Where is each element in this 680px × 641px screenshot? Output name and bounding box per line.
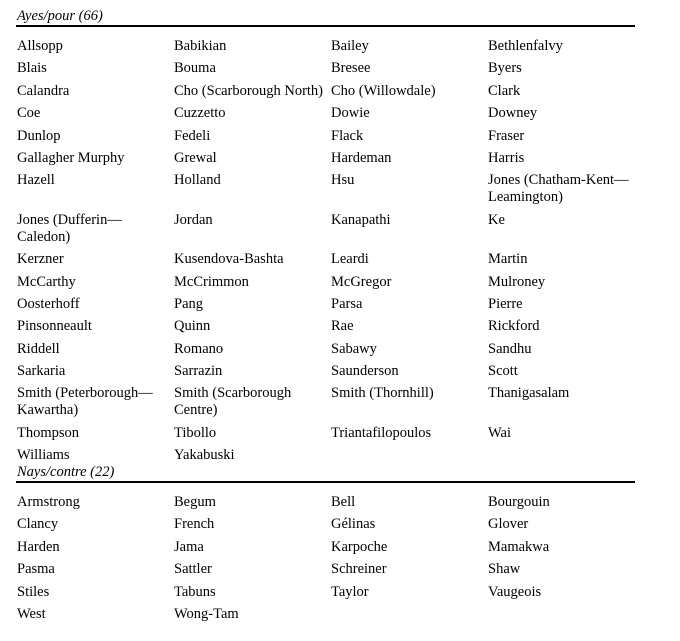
member-name: Mamakwa [488,538,550,555]
member-name: Babikian [174,38,227,54]
member-name: Dunlop [17,127,61,144]
member-name: Gallagher Murphy [17,149,125,166]
member-name: Cuzzetto [174,105,226,122]
member-name: Cho (Scarborough North) [174,82,324,99]
member-name: Fedeli [174,127,211,144]
member-name: Cho (Willowdale) [331,82,436,99]
member-name: Bailey [331,38,369,54]
member-name: Karpoche [331,538,388,555]
member-name: Quinn [174,318,211,335]
member-name: French [174,516,215,533]
member-name: Fraser [488,127,525,144]
member-name: Sandhu [488,340,532,357]
nays-heading: Nays/contre (22) [17,464,115,480]
member-name: Harris [488,149,525,166]
member-name: Jones (Chatham-Kent—Leamington) [488,172,629,206]
member-name: Parsa [331,295,363,312]
member-name: Kerzner [17,251,64,268]
member-name: Tabuns [174,583,216,600]
member-name: Byers [488,60,522,77]
member-name: Romano [174,340,224,357]
member-name: Bourgouin [488,494,550,510]
nays-name-grid [17,494,637,628]
member-name: Taylor [331,583,369,600]
member-name: Bell [331,494,356,510]
member-name: Tibollo [174,424,217,441]
member-name: Hardeman [331,149,392,166]
member-name: Bouma [174,60,216,77]
member-name: Rae [331,318,354,335]
member-name: Begum [174,494,216,510]
member-name: McCrimmon [174,273,249,290]
member-name: Williams [17,447,70,464]
member-name: Armstrong [17,494,80,510]
ayes-name-grid [17,38,637,470]
member-name: Thanigasalam [488,385,570,402]
member-name: Pasma [17,561,55,578]
ayes-heading: Ayes/pour (66) [17,8,103,24]
member-name: Saunderson [331,363,399,380]
member-name: Hsu [331,172,355,189]
member-name: Sabawy [331,340,377,357]
member-name: Smith (Scarborough Centre) [174,385,292,419]
member-name: Thompson [17,424,80,441]
member-name: Smith (Thornhill) [331,385,434,402]
member-name: Kanapathi [331,211,391,228]
member-name: Hazell [17,172,55,189]
member-name: Mulroney [488,273,546,290]
member-name: Stiles [17,583,50,600]
member-name: Glover [488,516,529,533]
member-name: Pinsonneault [17,318,92,335]
member-name: Pang [174,295,203,312]
member-name: Wong-Tam [174,605,239,622]
member-name: Downey [488,105,538,122]
member-name: Bethlenfalvy [488,38,563,54]
member-name: Gélinas [331,516,376,533]
member-name: Clark [488,82,521,99]
member-name: Dowie [331,105,370,122]
member-name: Bresee [331,60,371,77]
ayes-divider [16,25,635,27]
member-name: Grewal [174,149,217,166]
member-name: West [17,605,46,622]
member-name: Vaugeois [488,583,542,600]
member-name: Shaw [488,561,521,578]
member-name: McCarthy [17,273,76,290]
member-name: Scott [488,363,518,380]
member-name: Holland [174,172,221,189]
member-name: Jama [174,538,204,555]
member-name: Blais [17,60,47,77]
member-name: Rickford [488,318,540,335]
member-name: Clancy [17,516,59,533]
member-name: Martin [488,251,528,268]
member-name: Riddell [17,340,60,357]
member-name: Pierre [488,295,523,312]
nays-divider [16,481,635,483]
member-name: Smith (Peterborough—Kawartha) [17,385,153,419]
member-name: Wai [488,424,511,441]
member-name: Jordan [174,211,213,228]
member-name: Kusendova-Bashta [174,251,284,268]
member-name: Oosterhoff [17,295,80,312]
member-name: Sarrazin [174,363,223,380]
member-name: Harden [17,538,60,555]
member-name: Allsopp [17,38,63,54]
member-name: Yakabuski [174,447,235,464]
member-name: Jones (Dufferin—Caledon) [17,211,122,245]
member-name: Coe [17,105,41,122]
member-name: Ke [488,211,505,228]
member-name: Leardi [331,251,369,268]
member-name: Calandra [17,82,70,99]
member-name: Sarkaria [17,363,66,380]
member-name: Sattler [174,561,212,578]
member-name: Triantafilopoulos [331,424,432,441]
member-name: McGregor [331,273,392,290]
member-name: Schreiner [331,561,387,578]
member-name: Flack [331,127,364,144]
